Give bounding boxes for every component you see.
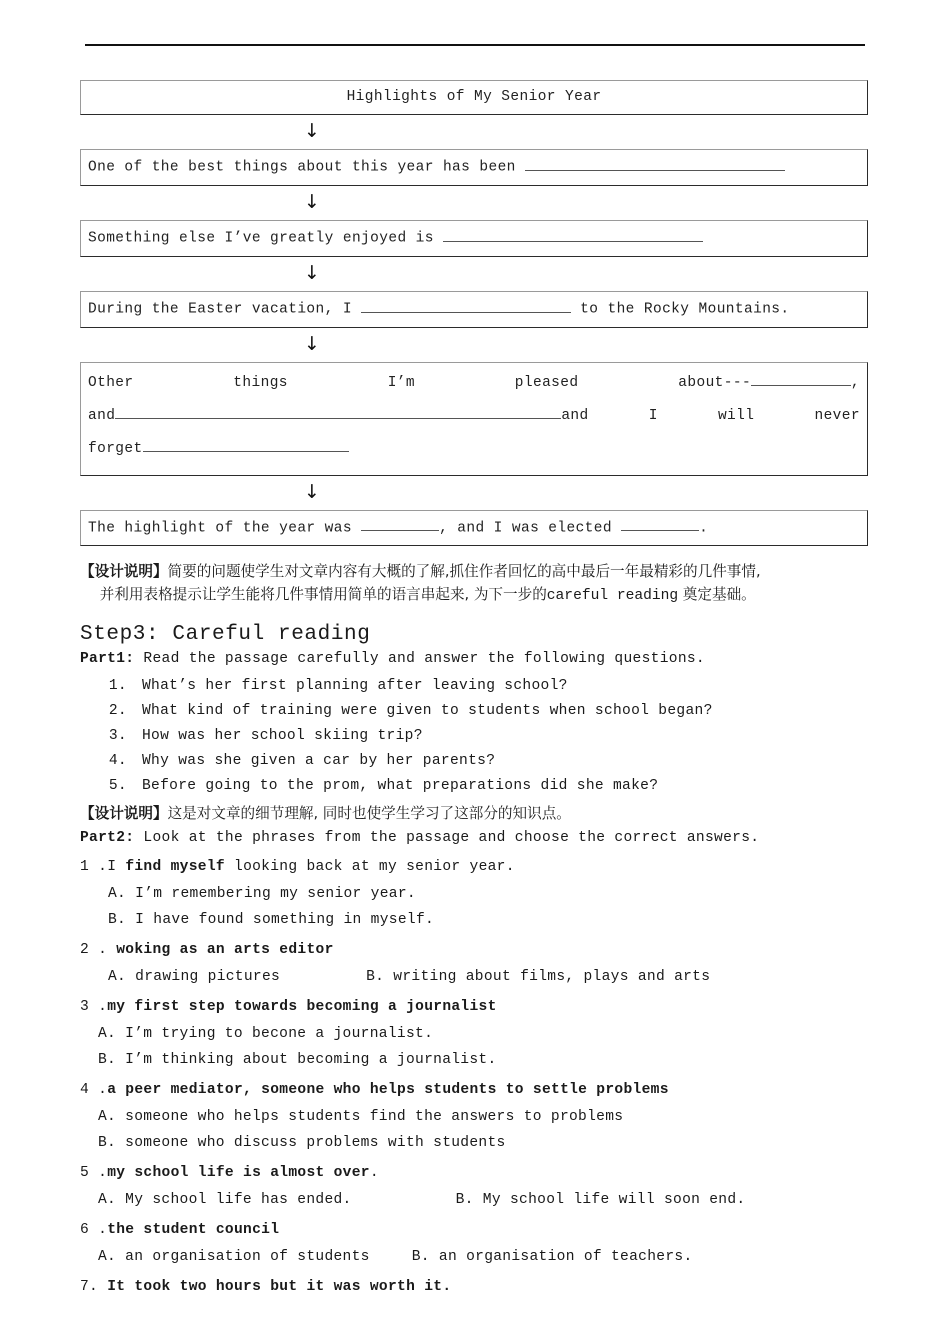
option-b[interactable]: B. My school life will soon end. <box>455 1192 746 1209</box>
list-item <box>136 749 870 774</box>
other-things-blank-1[interactable] <box>751 372 851 387</box>
word-never: never <box>814 408 860 425</box>
arrow-row-5 <box>80 476 868 510</box>
item-number: 7. <box>80 1279 99 1296</box>
question-text: Why was she given a car by her parents? <box>142 753 496 770</box>
down-arrow-icon: ↓ <box>304 333 320 356</box>
option-b[interactable]: B. someone who discuss problems with students <box>98 1135 506 1152</box>
item-stem-bold: my first step towards becoming a journalist <box>107 999 497 1016</box>
other-things-line-3 <box>88 433 860 466</box>
flow-box-other-things <box>80 362 868 475</box>
other-things-comma: , <box>850 375 860 392</box>
flow-box-3-suffix: to the Rocky Mountains. <box>580 301 790 318</box>
option-b[interactable]: B. writing about films, plays and arts <box>366 969 711 986</box>
list-item <box>136 774 870 799</box>
option-a[interactable]: A. drawing pictures <box>108 969 281 986</box>
option-a[interactable]: A. I’m remembering my senior year. <box>108 886 416 903</box>
word-forget: forget <box>88 441 143 458</box>
design-note-1-line1: 简要的问题使学生对文章内容有大概的了解,抓住作者回忆的高中最后一年最精彩的几件事情, <box>167 562 761 580</box>
down-arrow-icon: ↓ <box>304 120 320 143</box>
other-things-blank-2[interactable] <box>115 405 561 420</box>
flow-box-3 <box>80 291 868 328</box>
part2-text: Look at the phrases from the passage and choose the correct answers. <box>134 830 760 847</box>
item-stem <box>80 938 870 963</box>
flow-box-3-blank[interactable] <box>361 297 571 313</box>
option-a[interactable]: A. an organisation of students <box>98 1249 370 1266</box>
other-things-line-2 <box>88 400 860 433</box>
flow-box-2-text: Something else I’ve greatly enjoyed is <box>88 230 434 247</box>
item-stem-bold: the student council <box>107 1222 280 1239</box>
item-stem <box>80 855 870 880</box>
item-number: 1 . <box>80 859 108 876</box>
flow-box-1-text: One of the best things about this year has been <box>88 159 516 176</box>
item-stem-pre <box>98 1279 107 1295</box>
item-stem <box>80 1218 870 1243</box>
final-box-part1: The highlight of the year was <box>88 520 352 537</box>
design-note-2 <box>80 802 870 827</box>
design-note-1 <box>80 560 870 609</box>
item-options <box>80 1022 870 1074</box>
item-options <box>80 882 870 934</box>
arrow-row-1 <box>80 115 868 149</box>
item-stem <box>80 995 870 1020</box>
flow-box-2 <box>80 220 868 257</box>
flow-title-box <box>80 80 868 115</box>
word-and-mid: and <box>561 408 589 425</box>
list-item <box>136 674 870 699</box>
word-and-head: and <box>88 408 116 425</box>
word-pleased: pleased <box>514 375 579 392</box>
design-note-1-line2 <box>80 583 870 609</box>
word-i: I <box>648 408 658 425</box>
part2-item-3 <box>80 995 870 1074</box>
options-inline-row <box>98 1188 870 1214</box>
design-note-2-text: 这是对文章的细节理解, 同时也使学生学习了这部分的知识点。 <box>167 804 571 822</box>
down-arrow-icon: ↓ <box>304 480 320 503</box>
option-b[interactable]: B. I’m thinking about becoming a journalist. <box>98 1052 497 1069</box>
final-box-part3: . <box>699 520 709 537</box>
options-inline-row <box>98 1245 870 1271</box>
item-number: 5 . <box>80 1165 108 1182</box>
flow-title-text: Highlights of My Senior Year <box>346 89 602 105</box>
design-note-1-line2b: 奠定基础。 <box>678 586 756 604</box>
part2-item-1 <box>80 855 870 934</box>
item-number: 3 . <box>80 999 108 1016</box>
question-text: What’s her first planning after leaving school? <box>142 678 568 695</box>
design-note-1-tag: 【设计说明】 <box>80 562 168 580</box>
part1-line <box>80 648 870 672</box>
item-stem-pre <box>107 942 116 958</box>
flow-chart <box>80 80 868 546</box>
down-arrow-icon: ↓ <box>304 262 320 285</box>
final-box-blank-2[interactable] <box>621 516 699 532</box>
item-options <box>80 1105 870 1157</box>
flow-box-final <box>80 510 868 547</box>
part2-item-2 <box>80 938 870 991</box>
item-stem-bold: find myself <box>125 859 225 876</box>
option-a[interactable]: A. I’m trying to becone a journalist. <box>98 1026 434 1043</box>
part1-label: Part1: <box>80 651 135 668</box>
design-note-1-line2-en: careful reading <box>546 588 679 605</box>
question-text: How was her school skiing trip? <box>142 728 423 745</box>
item-stem-post: . <box>369 1165 379 1182</box>
design-note-2-tag: 【设计说明】 <box>80 804 168 822</box>
item-options <box>80 1188 870 1214</box>
word-about: about--- <box>678 375 752 392</box>
other-things-blank-3[interactable] <box>143 438 349 453</box>
item-number: 4 . <box>80 1082 108 1099</box>
flow-box-3-prefix: During the Easter vacation, I <box>88 301 352 318</box>
part2-item-6 <box>80 1218 870 1271</box>
item-stem <box>80 1275 870 1300</box>
word-things: things <box>233 375 288 392</box>
final-box-blank-1[interactable] <box>361 516 439 532</box>
part2-item-5 <box>80 1161 870 1214</box>
part2-line <box>80 827 870 851</box>
word-other: Other <box>88 375 134 392</box>
part2-item-4 <box>80 1078 870 1157</box>
part1-text: Read the passage carefully and answer the following questions. <box>134 651 705 668</box>
part2-label: Part2: <box>80 830 135 847</box>
header-separator-rule <box>85 44 865 46</box>
flow-box-1 <box>80 149 868 186</box>
down-arrow-icon: ↓ <box>304 191 320 214</box>
part2-item-7 <box>80 1275 870 1300</box>
option-a[interactable]: A. someone who helps students find the answers to problems <box>98 1109 624 1126</box>
item-stem <box>80 1078 870 1103</box>
item-stem-bold: It took two hours but it was worth it. <box>107 1279 452 1296</box>
step3-heading: Step3: Careful reading <box>80 623 371 647</box>
item-stem-bold: woking as an arts editor <box>116 942 334 959</box>
other-things-line-1 <box>88 367 860 400</box>
option-b[interactable]: B. I have found something in myself. <box>108 912 435 929</box>
part1-question-list <box>80 674 870 799</box>
body-content <box>80 545 870 1300</box>
word-im: I’m <box>387 375 415 392</box>
flow-box-1-blank[interactable] <box>525 155 785 171</box>
list-item <box>136 724 870 749</box>
item-stem <box>80 1161 870 1186</box>
item-number: 6 . <box>80 1222 108 1239</box>
question-text: Before going to the prom, what preparations did she make? <box>142 778 659 795</box>
options-inline-row <box>108 965 870 991</box>
option-b[interactable]: B. an organisation of teachers. <box>411 1249 693 1266</box>
item-stem-pre: I <box>107 859 126 876</box>
arrow-row-4 <box>80 328 868 362</box>
word-will: will <box>717 408 755 425</box>
option-a[interactable]: A. My school life has ended. <box>98 1192 352 1209</box>
flow-box-2-blank[interactable] <box>443 226 703 242</box>
item-stem-bold: my school life is almost over <box>107 1165 370 1182</box>
final-box-part2: , and I was elected <box>439 520 612 537</box>
design-note-1-line2a: 并利用表格提示让学生能将几件事情用简单的语言串起来, 为下一步的 <box>99 586 547 604</box>
item-options <box>80 965 870 991</box>
question-text: What kind of training were given to students when school began? <box>142 703 713 720</box>
item-stem-post: looking back at my senior year. <box>224 859 515 876</box>
arrow-row-2 <box>80 186 868 220</box>
list-item <box>136 699 870 724</box>
item-number: 2 . <box>80 942 108 959</box>
arrow-row-3 <box>80 257 868 291</box>
item-stem-bold: a peer mediator, someone who helps students to settle problems <box>107 1082 669 1099</box>
item-options <box>80 1245 870 1271</box>
